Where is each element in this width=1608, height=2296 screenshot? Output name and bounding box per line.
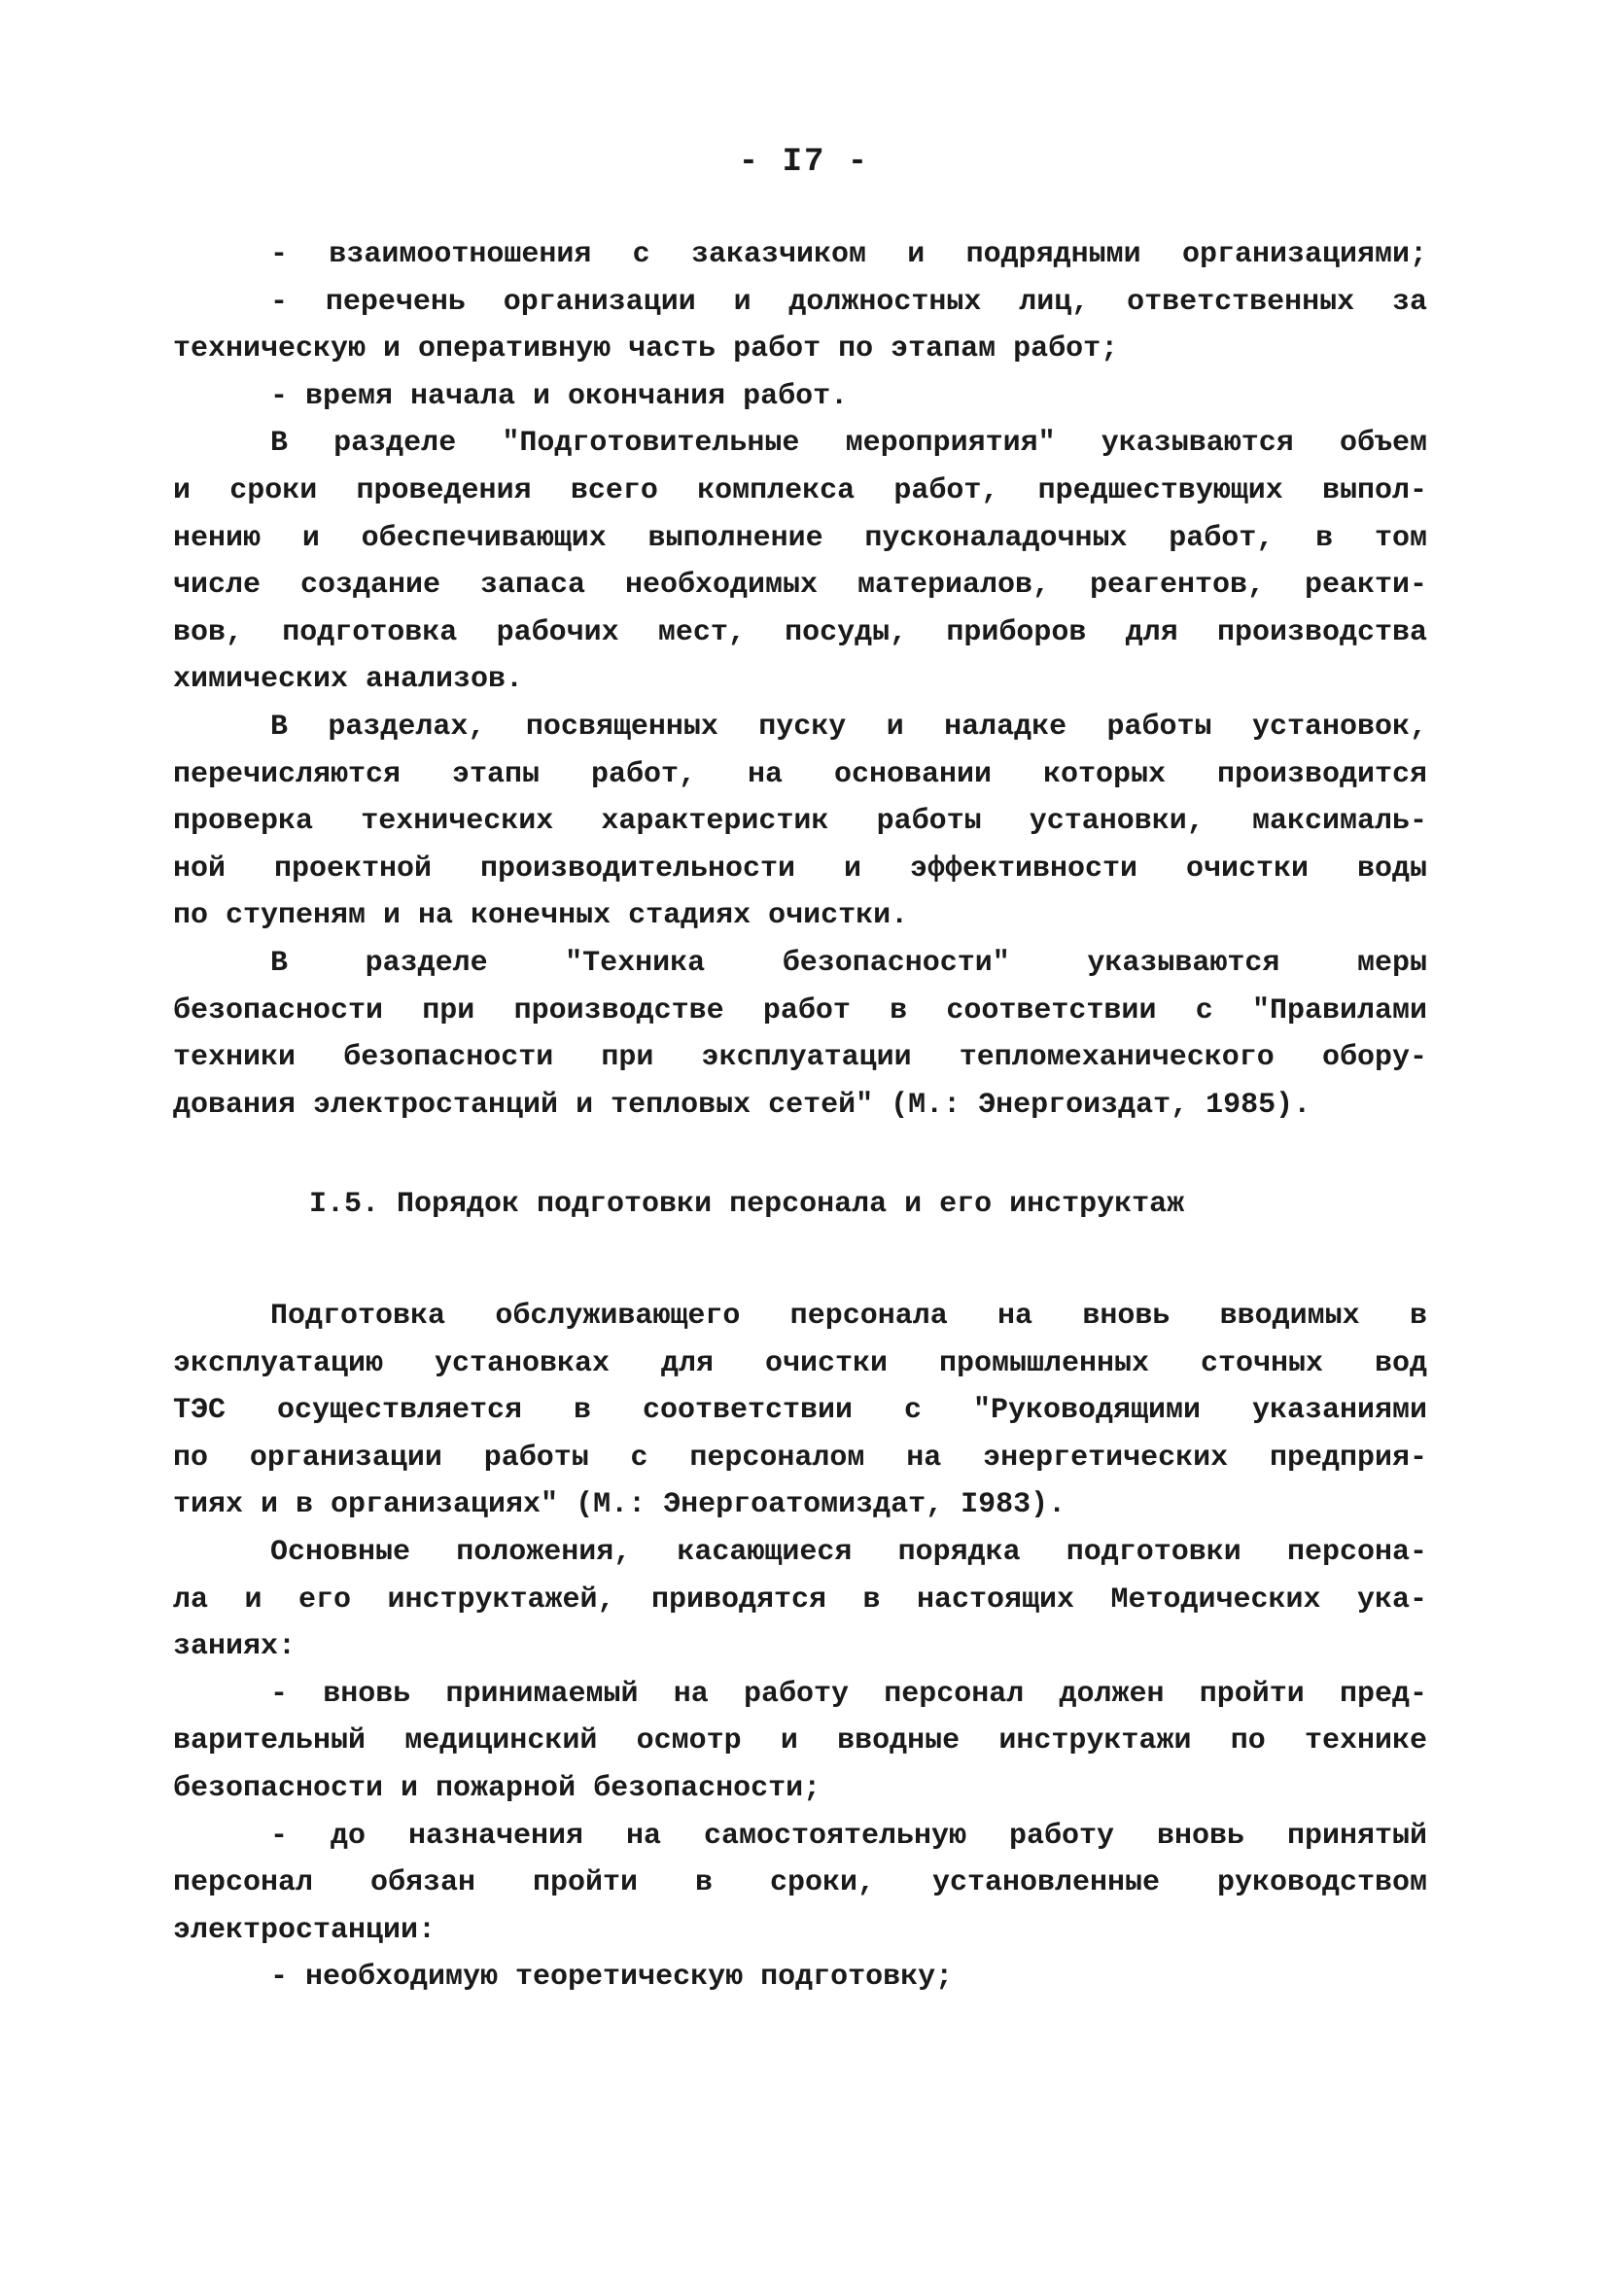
text-line: варительный медицинский осмотр и вводные инструктажи по технике <box>173 1724 1427 1758</box>
body-text-block-1 <box>173 231 1427 1129</box>
section-heading: I.5. Порядок подготовки персонала и его инструктаж <box>309 1188 1185 1221</box>
text-line: электростанции: <box>173 1913 437 1947</box>
text-line: безопасности и пожарной безопасности; <box>173 1771 821 1805</box>
text-line: безопасности при производстве работ в соответствии с "Правилами <box>173 993 1427 1027</box>
text-line: Подготовка обслуживающего персонала на вновь вводимых в <box>270 1300 1427 1333</box>
text-line: по организации работы с персоналом на энергетических предприя- <box>173 1441 1427 1475</box>
text-line: проверка технических характеристик работы установки, максималь- <box>173 805 1427 839</box>
text-line: В разделах, посвященных пуску и наладке работы установок, <box>270 710 1427 744</box>
text-line: ной проектной производительности и эффективности очистки воды <box>173 852 1427 886</box>
text-line: персонал обязан пройти в сроки, установленные руководством <box>173 1866 1427 1900</box>
text-line: В разделе "Подготовительные мероприятия" указываются объем <box>270 427 1427 461</box>
text-line: перечисляются этапы работ, на основании которых производится <box>173 757 1427 791</box>
body-text-block-2 <box>173 1293 1427 2001</box>
text-line: заниях: <box>173 1630 297 1664</box>
text-line: техники безопасности при эксплуатации тепломеханического обору- <box>173 1041 1427 1075</box>
text-line: эксплуатацию установках для очистки промышленных сточных вод <box>173 1346 1427 1380</box>
text-line: ТЭС осуществляется в соответствии с "Руководящими указаниями <box>173 1394 1427 1428</box>
text-line: - необходимую теоретическую подготовку; <box>270 1961 954 1995</box>
text-line: техническую и оперативную часть работ по этапам работ; <box>173 332 1119 366</box>
text-line: ла и его инструктажей, приводятся в настоящих Методических ука- <box>173 1583 1427 1617</box>
text-line: Основные положения, касающиеся порядка подготовки персона- <box>270 1535 1427 1569</box>
text-line: - до назначения на самостоятельную работу вновь принятый <box>270 1819 1427 1853</box>
text-line: нению и обеспечивающих выполнение пусконаладочных работ, в том <box>173 521 1427 555</box>
text-line: - перечень организации и должностных лиц, ответственных за <box>270 285 1427 319</box>
text-line: - время начала и окончания работ. <box>270 379 849 413</box>
text-line: химических анализов. <box>173 663 524 697</box>
text-line: вов, подготовка рабочих мест, посуды, приборов для производства <box>173 615 1427 649</box>
text-line: - взаимоотношения с заказчиком и подрядными организациями; <box>270 238 1427 271</box>
text-line: тиях и в организациях" (М.: Энергоатомиздат, I983). <box>173 1488 1066 1522</box>
page-number: - I7 - <box>738 144 870 181</box>
text-line: дования электростанций и тепловых сетей" (М.: Энергоиздат, 1985). <box>173 1088 1311 1122</box>
text-line: В разделе "Техника безопасности" указываются меры <box>270 946 1427 980</box>
text-line: числе создание запаса необходимых материалов, реагентов, реакти- <box>173 569 1427 603</box>
text-line: - вновь принимаемый на работу персонал должен пройти пред- <box>270 1677 1427 1711</box>
text-line: по ступеням и на конечных стадиях очистки. <box>173 899 909 933</box>
text-line: и сроки проведения всего комплекса работ, предшествующих выпол- <box>173 473 1427 507</box>
